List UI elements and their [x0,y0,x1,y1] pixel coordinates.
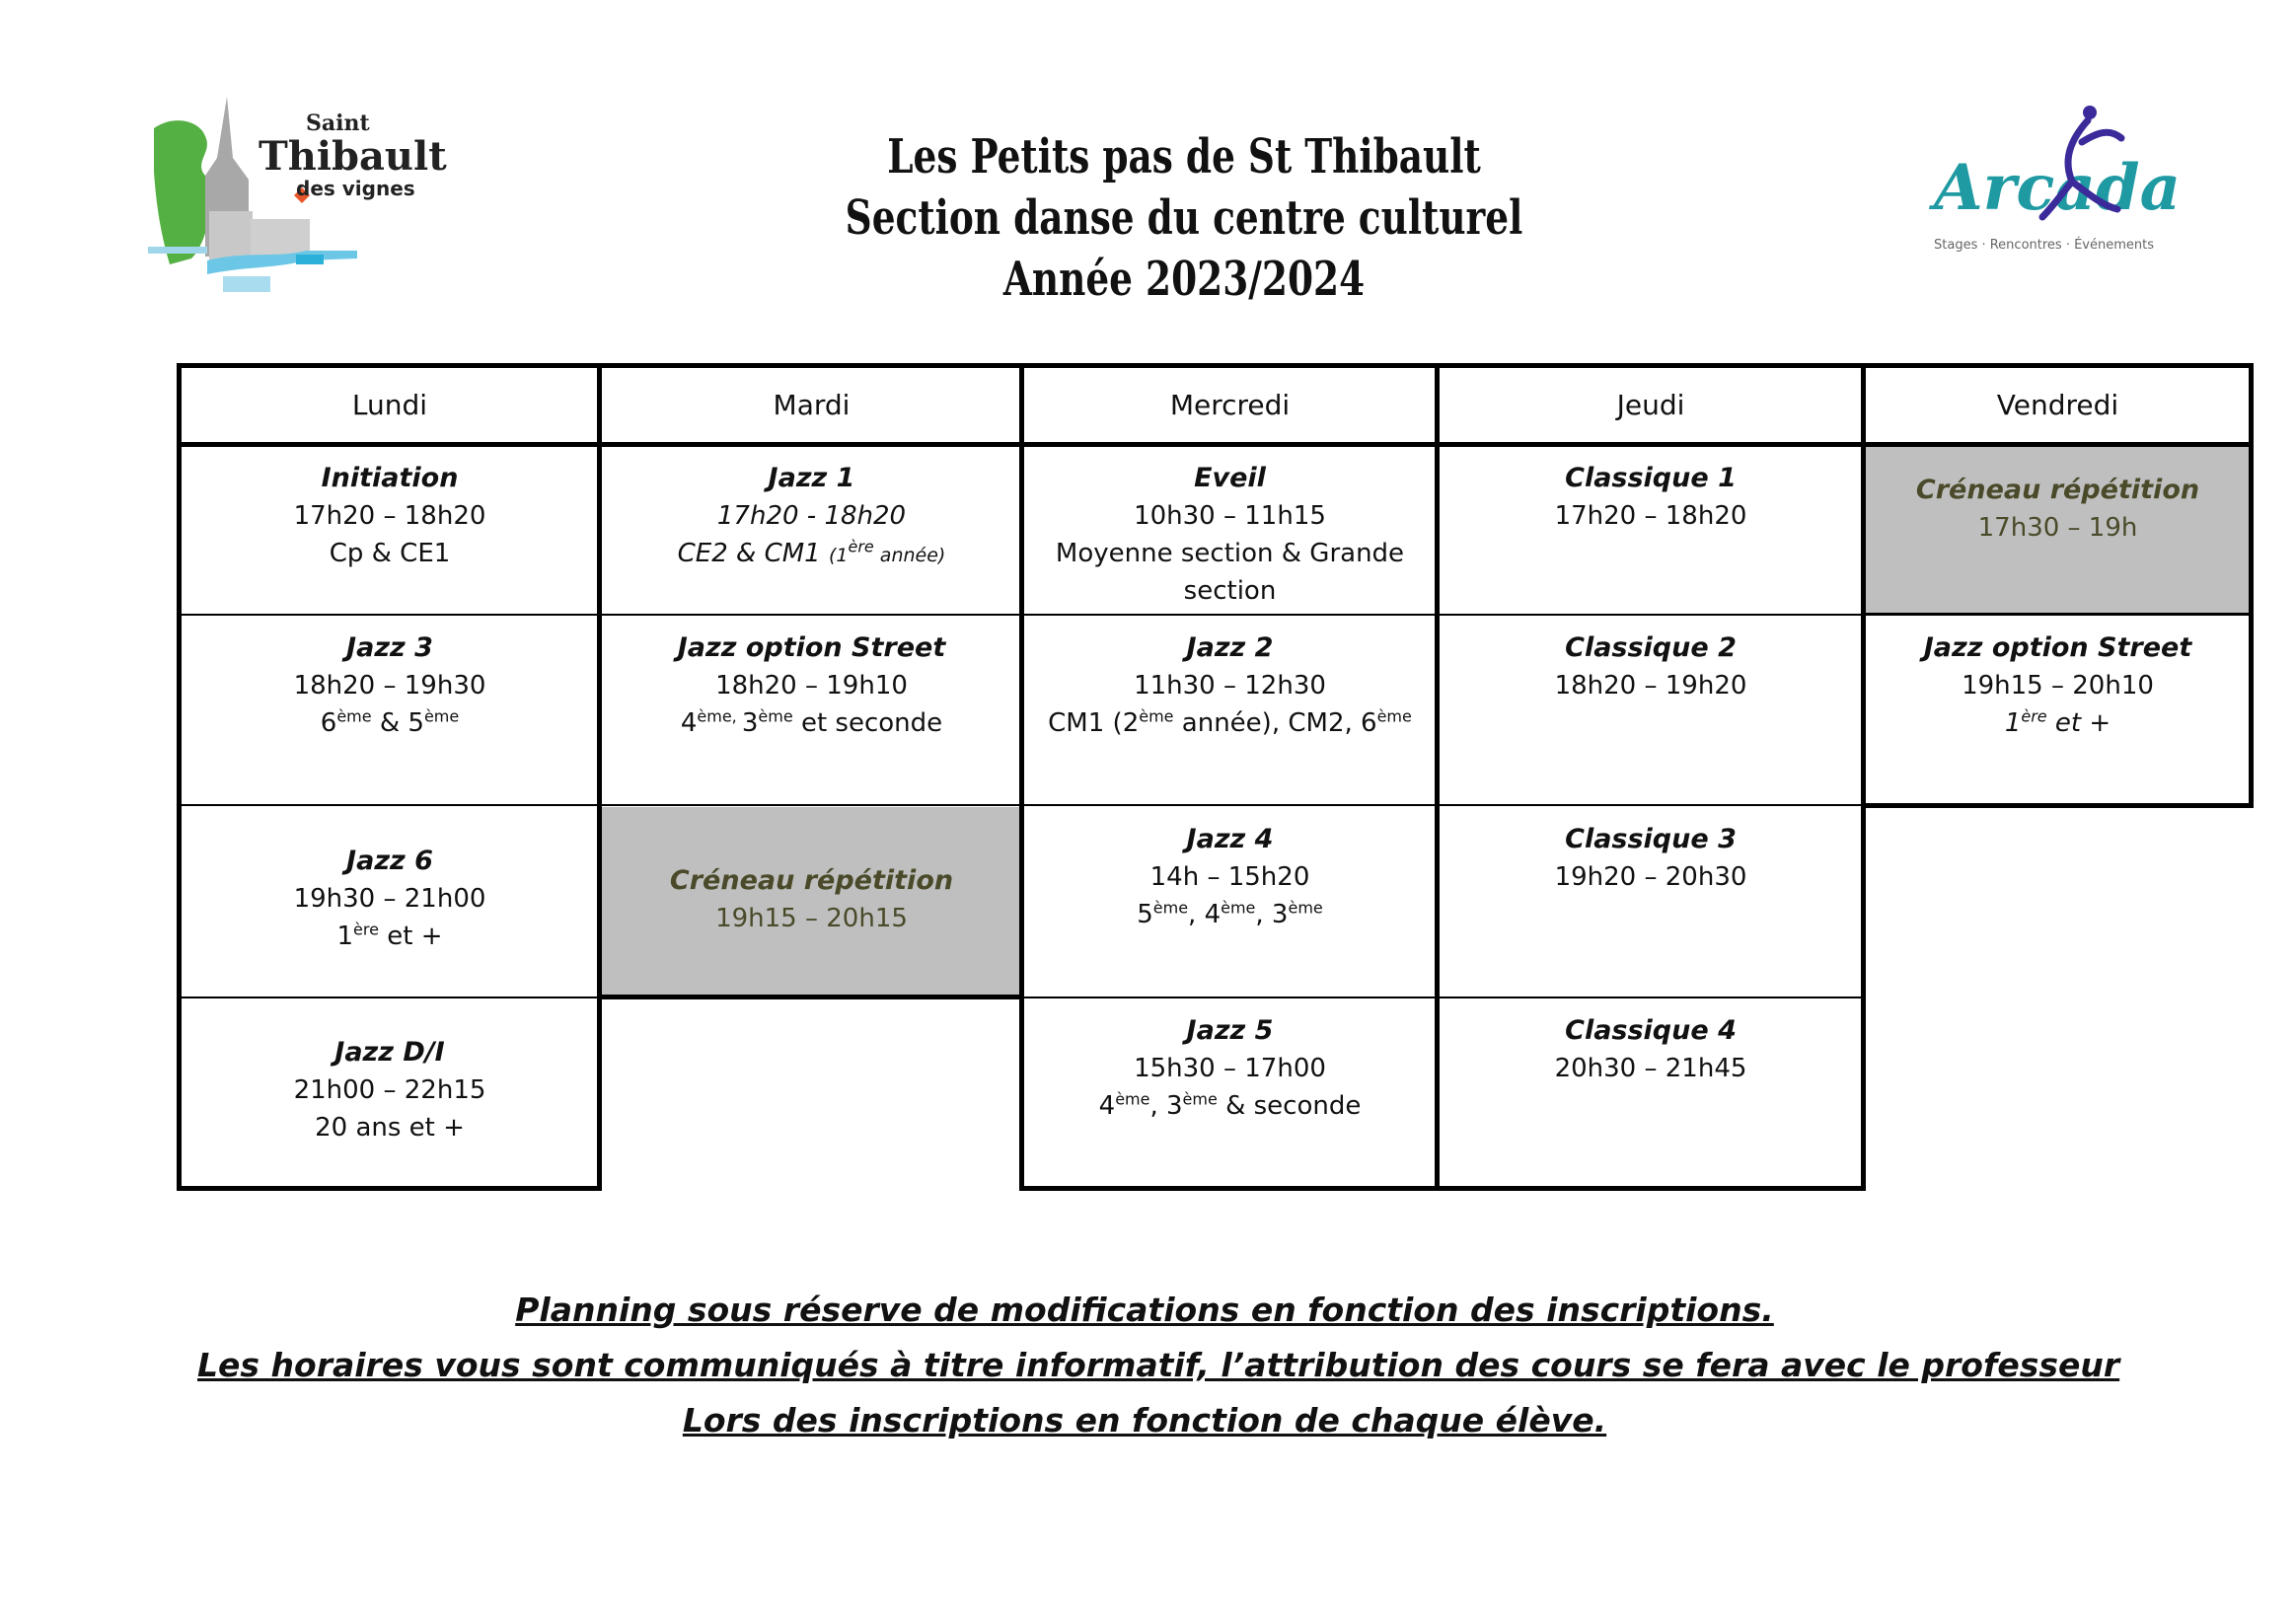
header-mercredi: Mercredi [1169,389,1291,421]
header-lundi: Lundi [351,389,428,421]
class-name: Jazz 3 [346,632,433,663]
class-name: Classique 2 [1565,632,1737,663]
cell-lundi-1 [181,446,599,616]
cell-mercredi-3 [1024,807,1436,997]
class-level: 20 ans et + [315,1113,465,1143]
class-name: Classique 3 [1565,824,1737,854]
class-time: 18h20 – 19h10 [715,671,908,701]
class-time: 19h20 – 20h30 [1554,862,1747,892]
arcada-logo [1924,99,2182,257]
cell-jeudi-4 [1439,998,1863,1188]
cell-mardi-2 [602,616,1021,805]
class-level-cont: section [1183,576,1277,606]
class-level: Cp & CE1 [329,539,451,568]
class-name: Créneau répétition [669,865,954,896]
class-name: Classique 4 [1565,1015,1737,1046]
notes-block [197,1283,2120,1448]
header-mardi: Mardi [773,389,851,421]
class-time: 18h20 – 19h20 [1554,671,1747,701]
arcada-logo-text: Arcada [1934,151,2182,225]
class-time: 20h30 – 21h45 [1554,1054,1747,1083]
cell-jeudi-3 [1439,807,1863,997]
class-name: Jazz option Street [1923,632,2192,663]
class-time: 10h30 – 11h15 [1134,501,1326,531]
document-title [799,126,1569,310]
arcada-tagline: Stages · Rencontres · Événements [1934,238,2154,253]
class-name: Jazz 5 [1186,1015,1274,1046]
cell-mercredi-2 [1024,616,1436,805]
class-time: 17h30 – 19h [1977,513,2138,543]
note-line-3: Lors des inscriptions en fonction de chaque élève. [682,1401,1607,1439]
cell-lundi-2 [181,616,599,805]
class-time: 15h30 – 17h00 [1134,1054,1326,1083]
class-time: 19h15 – 20h10 [1962,671,2154,701]
class-time: 17h20 – 18h20 [1554,501,1747,531]
class-name: Jazz 4 [1186,824,1274,854]
title-line-1: Les Petits pas de St Thibault [887,129,1481,185]
class-time: 19h15 – 20h15 [715,904,908,933]
cell-lundi-4 [181,998,599,1188]
class-level: CM1 (2ème année), CM2, 6ème [1048,706,1412,738]
title-line-3: Année 2023/2024 [1002,252,1366,307]
header-jeudi: Jeudi [1616,389,1685,421]
class-time: 17h20 - 18h20 [716,501,907,531]
class-name: Créneau répétition [1915,475,2200,505]
class-name: Eveil [1194,463,1266,493]
header-vendredi: Vendredi [1996,389,2119,421]
cell-mercredi-1 [1024,446,1436,616]
class-name: Initiation [321,463,459,493]
cell-mardi-3 [602,807,1021,997]
class-time: 21h00 – 22h15 [293,1075,486,1105]
class-time: 18h20 – 19h30 [293,671,486,701]
class-time: 19h30 – 21h00 [293,884,486,914]
cell-jeudi-2 [1439,616,1863,805]
class-time: 11h30 – 12h30 [1134,671,1326,701]
logo-saint-text: Saint [306,111,370,136]
note-line-2: Les horaires vous sont communiqués à titre informatif, l’attribution des cours se fera avec le professeur [197,1346,2120,1384]
cell-lundi-3 [181,807,599,997]
title-line-2: Section danse du centre culturel [845,190,1523,246]
class-name: Jazz 6 [346,846,433,876]
class-level: 5ème, 4ème, 3ème [1137,898,1323,929]
class-level: CE2 & CM1 (1ère année) [677,537,946,568]
saint-thibault-logo [148,93,447,300]
class-name: Jazz option Street [677,632,946,663]
cell-mardi-1 [602,446,1021,616]
class-time: 17h20 – 18h20 [293,501,486,531]
cell-vendredi-1 [1866,446,2250,616]
cell-jeudi-1 [1439,446,1863,616]
class-level: $4^{ème,}$ 3ème et seconde [680,706,943,738]
cell-vendredi-2 [1866,616,2250,805]
class-level: Moyenne section & Grande [1055,539,1405,568]
class-level: 6ème & 5ème [320,706,460,738]
class-level: 1ère et + [336,920,443,951]
class-name: Classique 1 [1565,463,1737,493]
class-time: 14h – 15h20 [1149,862,1310,892]
logo-vignes-text: des vignes [296,177,415,200]
cell-mercredi-4 [1024,998,1436,1188]
class-name: Jazz 1 [768,463,855,493]
class-level: 4ème, 3ème & seconde [1098,1089,1362,1121]
logo-thibault-text: Thibault [259,133,447,180]
note-line-1: Planning sous réserve de modifications en fonction des inscriptions. [515,1291,1774,1329]
class-name: Jazz D/I [334,1037,445,1068]
class-name: Jazz 2 [1186,632,1274,663]
class-level: 1ère et + [2004,706,2111,738]
